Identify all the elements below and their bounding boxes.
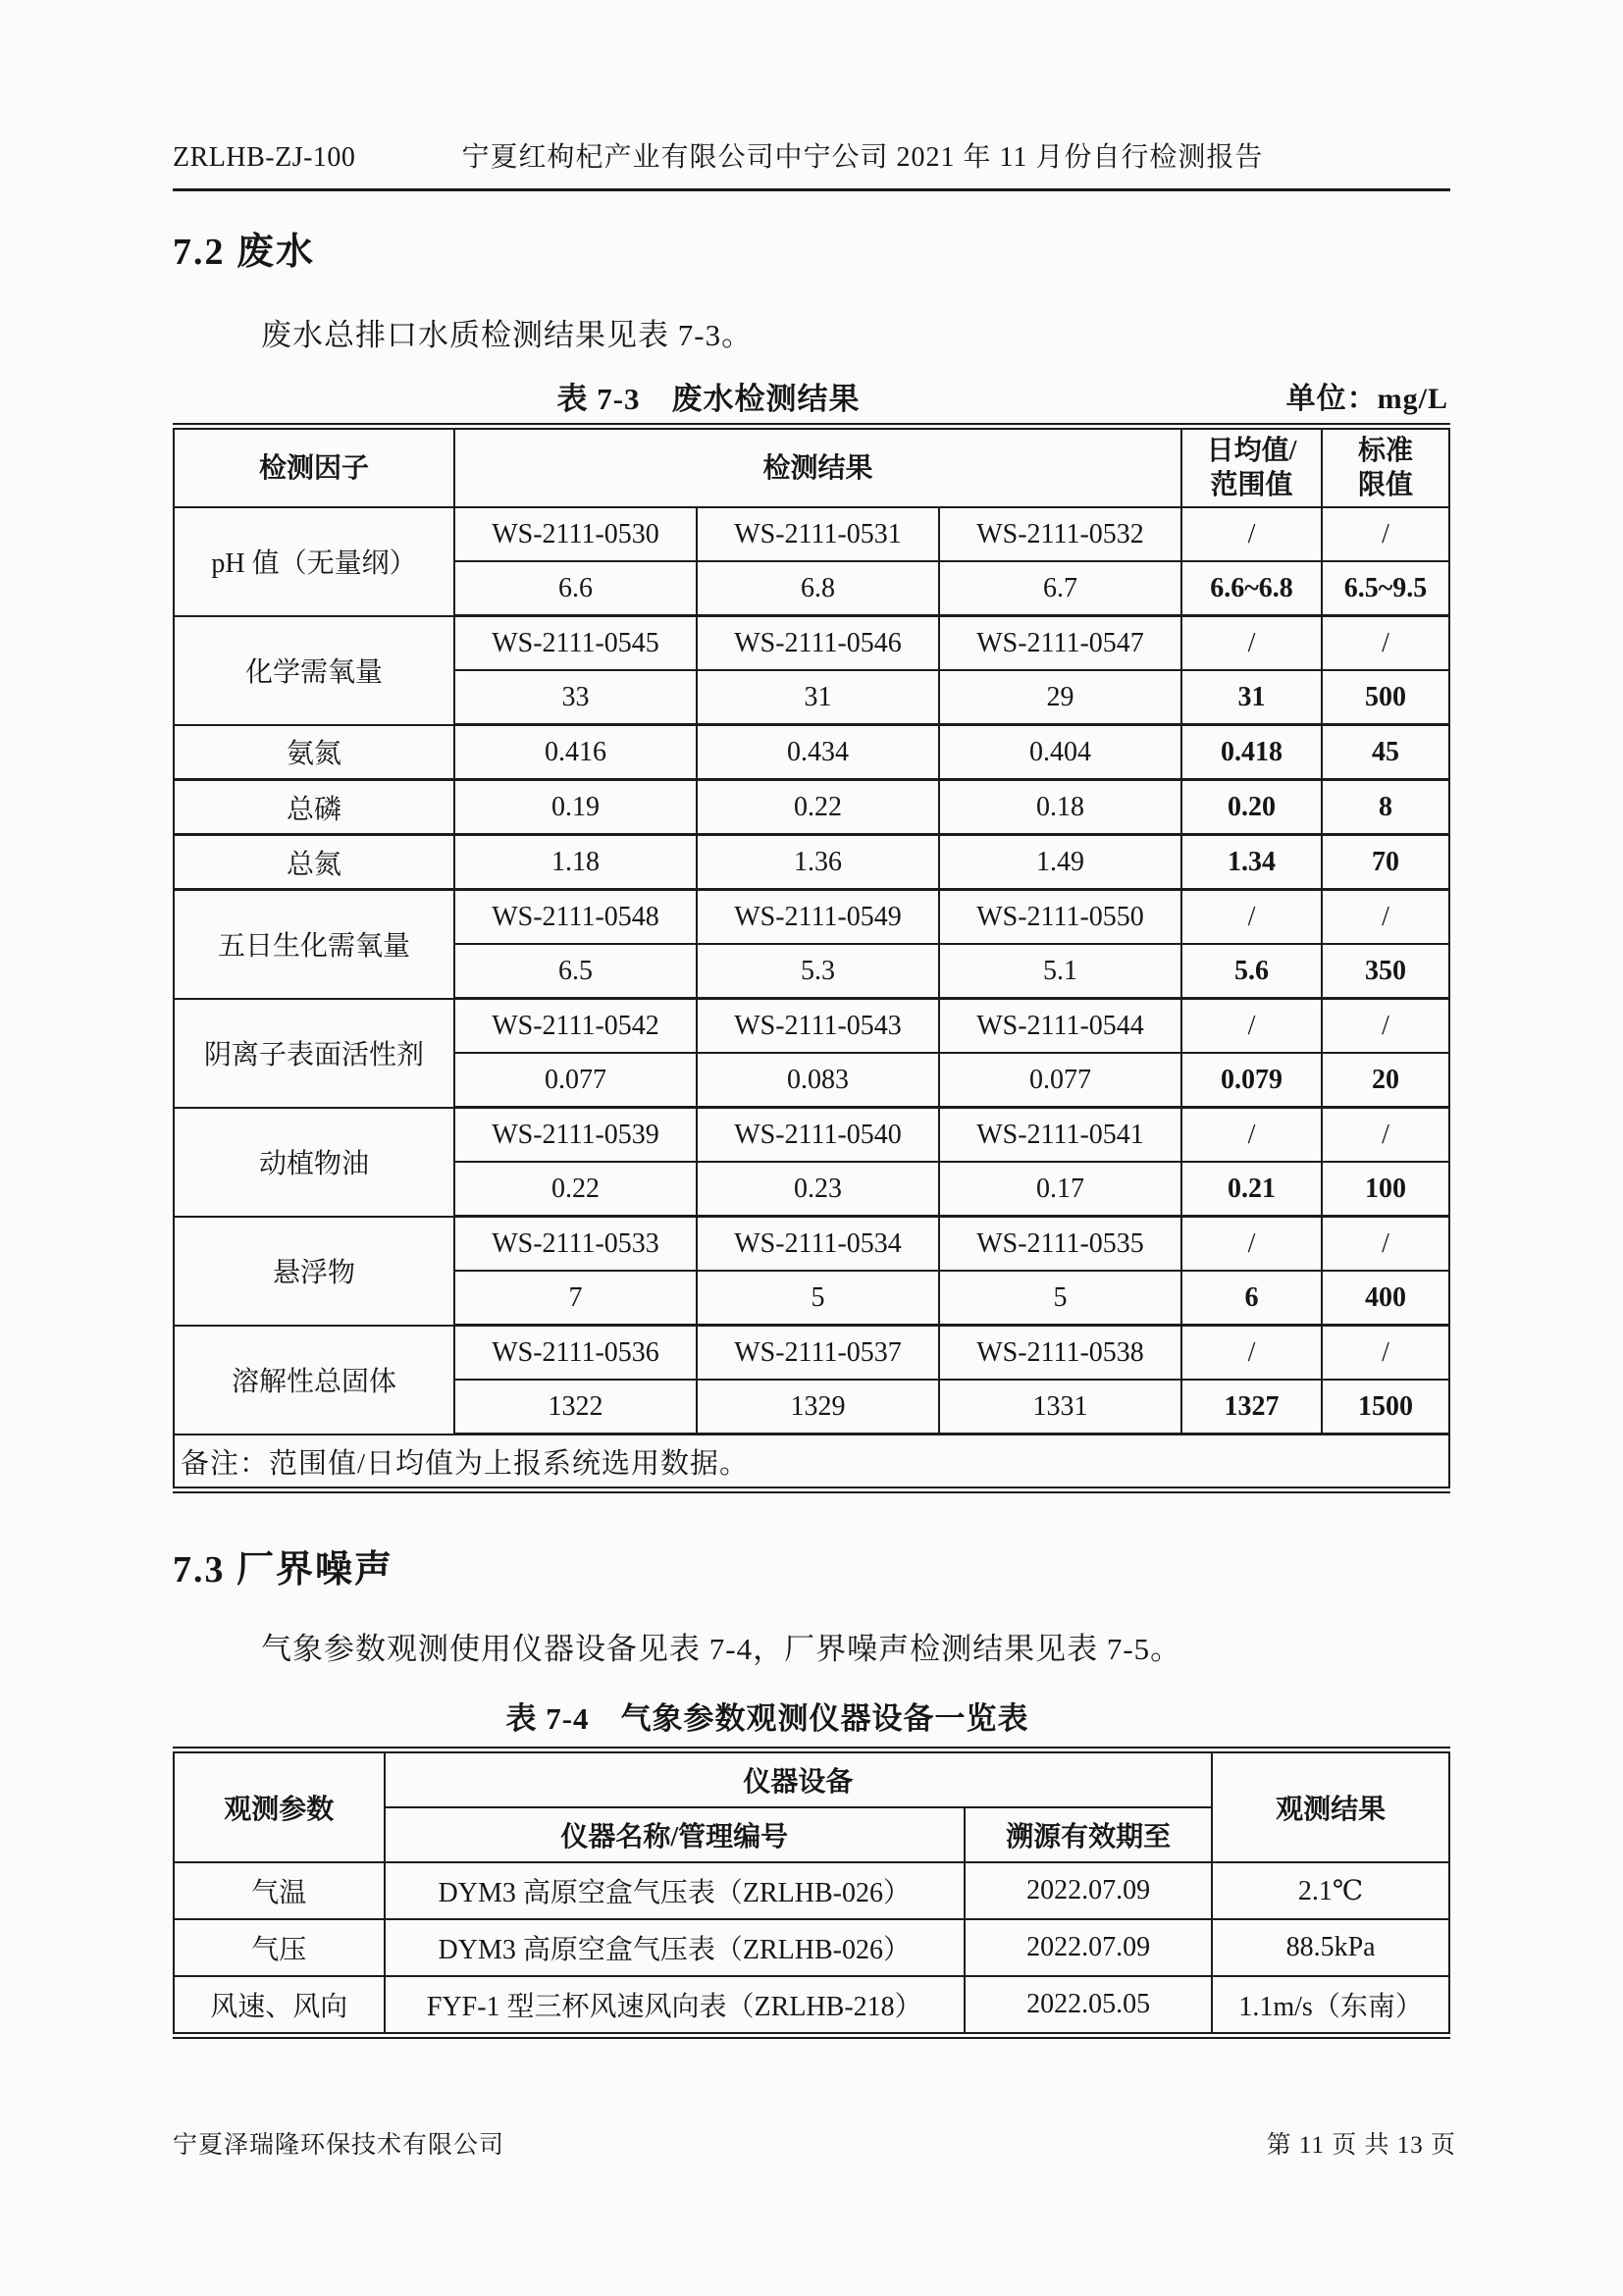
sample-id-cell: WS-2111-0534 [697, 1217, 939, 1272]
sample-id-cell: WS-2111-0541 [939, 1108, 1181, 1163]
value-cell: 31 [697, 670, 939, 725]
instrument-cell: DYM3 高原空盒气压表（ZRLHB-026） [385, 1919, 966, 1976]
limit-slash-cell: / [1322, 999, 1449, 1054]
daily-value-cell: 0.20 [1181, 780, 1322, 835]
sample-id-cell: WS-2111-0532 [939, 507, 1181, 561]
table-row [174, 1326, 1449, 1381]
value-cell: 0.22 [454, 1162, 697, 1217]
limit-value-cell: 20 [1322, 1053, 1449, 1108]
value-cell: 6.8 [697, 561, 939, 616]
value-cell: 0.434 [697, 725, 939, 780]
result-cell: 1.1m/s（东南） [1212, 1976, 1449, 2036]
limit-value-cell: 1500 [1322, 1380, 1449, 1435]
sample-id-cell: WS-2111-0536 [454, 1326, 697, 1381]
table-row [174, 725, 1449, 780]
limit-value-cell: 70 [1322, 835, 1449, 890]
table-row [174, 1862, 1449, 1919]
footer-page-number: 第 11 页 共 13 页 [1266, 2132, 1456, 2159]
daily-value-cell: 31 [1181, 670, 1322, 725]
table74-col-param: 观测参数 [174, 1750, 385, 1863]
value-cell: 0.18 [939, 780, 1181, 835]
factor-cell: 阴离子表面活性剂 [174, 999, 454, 1108]
noise-intro-paragraph: 气象参数观测使用仪器设备见表 7-4，厂界噪声检测结果见表 7-5。 [261, 1632, 1182, 1666]
sample-id-cell: WS-2111-0531 [697, 507, 939, 561]
value-cell: 1.49 [939, 835, 1181, 890]
table-row [174, 999, 1449, 1054]
sample-id-cell: WS-2111-0540 [697, 1108, 939, 1163]
daily-slash-cell: / [1181, 1326, 1322, 1381]
sample-id-cell: WS-2111-0549 [697, 890, 939, 945]
value-cell: 0.23 [697, 1162, 939, 1217]
result-cell: 2.1℃ [1212, 1862, 1449, 1919]
table74-col-trace-validity: 溯源有效期至 [965, 1807, 1212, 1862]
value-cell: 1.36 [697, 835, 939, 890]
value-cell: 1322 [454, 1380, 697, 1435]
limit-value-cell: 400 [1322, 1271, 1449, 1326]
document-code: ZRLHB-ZJ-100 [173, 142, 356, 173]
factor-cell: 悬浮物 [174, 1217, 454, 1326]
value-cell: 6.5 [454, 944, 697, 999]
sample-id-cell: WS-2111-0530 [454, 507, 697, 561]
value-cell: 7 [454, 1271, 697, 1326]
limit-value-cell: 6.5~9.5 [1322, 561, 1449, 616]
footer-company: 宁夏泽瑞隆环保技术有限公司 [173, 2132, 505, 2159]
daily-slash-cell: / [1181, 999, 1322, 1054]
limit-value-cell: 100 [1322, 1162, 1449, 1217]
section-heading-wastewater: 7.2 废水 [173, 232, 316, 273]
table-row [174, 835, 1449, 890]
table73-unit-label: 单位：mg/L [1285, 383, 1448, 415]
value-cell: 0.19 [454, 780, 697, 835]
sample-id-cell: WS-2111-0543 [697, 999, 939, 1054]
param-cell: 气压 [174, 1919, 385, 1976]
value-cell: 5 [697, 1271, 939, 1326]
factor-cell: 溶解性总固体 [174, 1326, 454, 1435]
value-cell: 1331 [939, 1380, 1181, 1435]
table-row [174, 1919, 1449, 1976]
table-row [174, 507, 1449, 561]
factor-cell: 氨氮 [174, 725, 454, 780]
sample-id-cell: WS-2111-0533 [454, 1217, 697, 1272]
table74-caption-row [173, 1694, 1450, 1737]
table73-col-results: 检测结果 [454, 427, 1181, 508]
sample-id-cell: WS-2111-0544 [939, 999, 1181, 1054]
table-row [174, 1976, 1449, 2036]
value-cell: 0.077 [454, 1053, 697, 1108]
value-cell: 0.17 [939, 1162, 1181, 1217]
value-cell: 0.22 [697, 780, 939, 835]
limit-slash-cell: / [1322, 890, 1449, 945]
page-footer [173, 2125, 1456, 2161]
sample-id-cell: WS-2111-0535 [939, 1217, 1181, 1272]
sample-id-cell: WS-2111-0537 [697, 1326, 939, 1381]
sample-id-cell: WS-2111-0550 [939, 890, 1181, 945]
daily-slash-cell: / [1181, 1217, 1322, 1272]
daily-value-cell: 1327 [1181, 1380, 1322, 1435]
sample-id-cell: WS-2111-0547 [939, 616, 1181, 671]
daily-value-cell: 0.079 [1181, 1053, 1322, 1108]
value-cell: 1329 [697, 1380, 939, 1435]
daily-value-cell: 6 [1181, 1271, 1322, 1326]
value-cell: 5 [939, 1271, 1181, 1326]
table-row [174, 890, 1449, 945]
value-cell: 5.3 [697, 944, 939, 999]
daily-slash-cell: / [1181, 507, 1322, 561]
factor-cell: 总磷 [174, 780, 454, 835]
table74-caption: 表 7-4 气象参数观测仪器设备一览表 [505, 1701, 1029, 1736]
result-cell: 88.5kPa [1212, 1919, 1449, 1976]
table-row [174, 1108, 1449, 1163]
table73-col-factor: 检测因子 [174, 427, 454, 508]
value-cell: 0.077 [939, 1053, 1181, 1108]
daily-value-cell: 1.34 [1181, 835, 1322, 890]
weather-instruments-table [173, 1747, 1450, 2039]
table-row [174, 616, 1449, 671]
value-cell: 5.1 [939, 944, 1181, 999]
value-cell: 33 [454, 670, 697, 725]
validity-cell: 2022.05.05 [965, 1976, 1212, 2036]
param-cell: 气温 [174, 1862, 385, 1919]
daily-value-cell: 6.6~6.8 [1181, 561, 1322, 616]
table-row [174, 1217, 1449, 1272]
sample-id-cell: WS-2111-0545 [454, 616, 697, 671]
table73-caption-row [173, 374, 1450, 415]
limit-value-cell: 350 [1322, 944, 1449, 999]
limit-slash-cell: / [1322, 1108, 1449, 1163]
limit-slash-cell: / [1322, 507, 1449, 561]
sample-id-cell: WS-2111-0538 [939, 1326, 1181, 1381]
daily-value-cell: 5.6 [1181, 944, 1322, 999]
table73-header-row [174, 427, 1449, 508]
table-row [174, 780, 1449, 835]
factor-cell: 五日生化需氧量 [174, 890, 454, 999]
daily-slash-cell: / [1181, 890, 1322, 945]
value-cell: 6.6 [454, 561, 697, 616]
daily-value-cell: 0.418 [1181, 725, 1322, 780]
daily-slash-cell: / [1181, 616, 1322, 671]
limit-value-cell: 8 [1322, 780, 1449, 835]
limit-slash-cell: / [1322, 1217, 1449, 1272]
sample-id-cell: WS-2111-0542 [454, 999, 697, 1054]
value-cell: 29 [939, 670, 1181, 725]
instrument-cell: DYM3 高原空盒气压表（ZRLHB-026） [385, 1862, 966, 1919]
factor-cell: 化学需氧量 [174, 616, 454, 725]
sample-id-cell: WS-2111-0546 [697, 616, 939, 671]
table73-note: 备注：范围值/日均值为上报系统选用数据。 [174, 1435, 1449, 1490]
document-header [173, 0, 1450, 191]
value-cell: 1.18 [454, 835, 697, 890]
wastewater-intro-paragraph: 废水总排口水质检测结果见表 7-3。 [261, 318, 754, 352]
table73-col-daily: 日均值/ 范围值 [1181, 427, 1322, 508]
section-heading-noise: 7.3 厂界噪声 [173, 1549, 394, 1591]
limit-slash-cell: / [1322, 616, 1449, 671]
table73-col-limit: 标准 限值 [1322, 427, 1449, 508]
limit-value-cell: 500 [1322, 670, 1449, 725]
value-cell: 0.404 [939, 725, 1181, 780]
document-title: 宁夏红枸杞产业有限公司中宁公司 2021 年 11 月份自行检测报告 [461, 142, 1264, 173]
table73-caption: 表 7-3 废水检测结果 [556, 382, 861, 416]
factor-cell: 动植物油 [174, 1108, 454, 1217]
sample-id-cell: WS-2111-0539 [454, 1108, 697, 1163]
value-cell: 0.416 [454, 725, 697, 780]
value-cell: 0.083 [697, 1053, 939, 1108]
table74-col-instrument-name: 仪器名称/管理编号 [385, 1807, 966, 1862]
validity-cell: 2022.07.09 [965, 1919, 1212, 1976]
table74-header-row-1 [174, 1750, 1449, 1808]
param-cell: 风速、风向 [174, 1976, 385, 2036]
instrument-cell: FYF-1 型三杯风速风向表（ZRLHB-218） [385, 1976, 966, 2036]
page-content [173, 0, 1450, 2039]
table73-note-row [174, 1435, 1449, 1490]
sample-id-cell: WS-2111-0548 [454, 890, 697, 945]
limit-slash-cell: / [1322, 1326, 1449, 1381]
table74-col-equipment: 仪器设备 [385, 1750, 1213, 1808]
validity-cell: 2022.07.09 [965, 1862, 1212, 1919]
daily-value-cell: 0.21 [1181, 1162, 1322, 1217]
factor-cell: 总氮 [174, 835, 454, 890]
value-cell: 6.7 [939, 561, 1181, 616]
wastewater-results-table [173, 423, 1450, 1493]
table74-col-result: 观测结果 [1212, 1750, 1449, 1863]
daily-slash-cell: / [1181, 1108, 1322, 1163]
limit-value-cell: 45 [1322, 725, 1449, 780]
factor-cell: pH 值（无量纲） [174, 507, 454, 616]
